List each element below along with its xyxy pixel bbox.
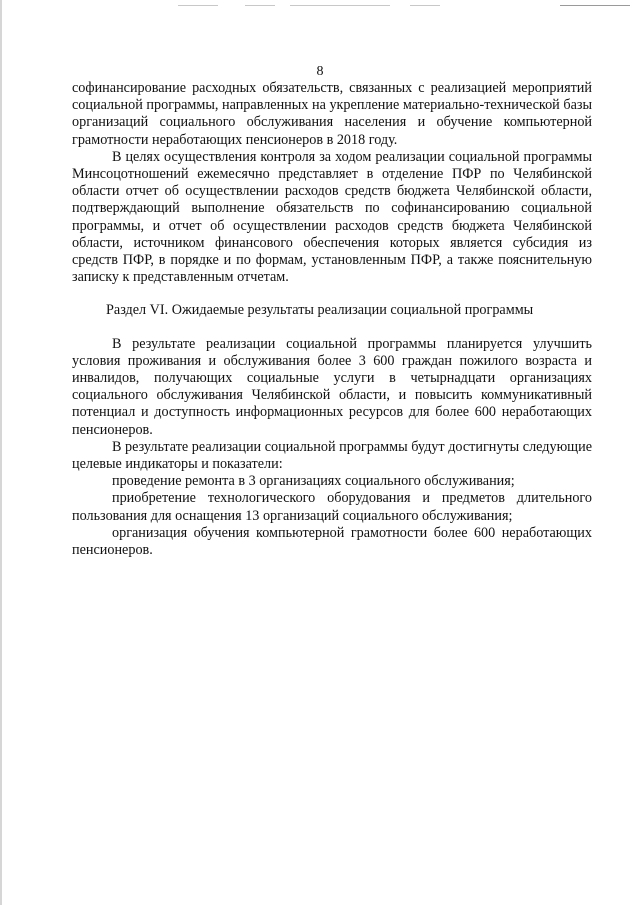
- paragraph-control: В целях осуществления контроля за ходом реализации социальной программы Минсоцотношений ежемесячно представляет в отделение ПФР по Челябинской области отчет об осуществлении расходов средств бюджета Челябинской области, подтверждающий выполнение обязательств по софинансированию социальной программы, и отчет об осуществлении расходов средств бюджета Челябинской области, источником финансового обеспечения которых является субсидия из средств ПФР, в порядке и по формам, установленным ПФР, а также пояснительную записку к представленным отчетам.: [72, 148, 592, 286]
- list-item-repair: проведение ремонта в 3 организациях социального обслуживания;: [112, 473, 515, 490]
- scan-edge-artifact: [0, 0, 2, 905]
- paragraph-indicators-intro: В результате реализации социальной программы будут достигнуты следующие целевые индикаторы и показатели:: [72, 438, 592, 473]
- document-body: [72, 80, 592, 559]
- paragraph-results: В результате реализации социальной программы планируется улучшить условия проживания и обслуживания более 3 600 граждан пожилого возраста и инвалидов, получающих социальные услуги в четырнадцати организациях социального обслуживания Челябинской области, и повысить коммуникативный потенциал и доступность информационных ресурсов для более 600 неработающих пенсионеров.: [72, 335, 592, 438]
- page-number: 8: [316, 64, 324, 79]
- paragraph-cofinancing: софинансирование расходных обязательств, связанных с реализацией мероприятий социальной программы, направленных на укрепление материально-технической базы организаций социального обслуживания населения и обучение компьютерной грамотности неработающих пенсионеров в 2018 году.: [72, 80, 592, 148]
- section-heading: Раздел VI. Ожидаемые результаты реализации социальной программы: [106, 302, 534, 319]
- list-item-equipment: приобретение технологического оборудования и предметов длительного пользования для оснащения 13 организаций социального обслуживания;: [72, 490, 592, 524]
- list-item-training: организация обучения компьютерной грамотности более 600 неработающих пенсионеров.: [72, 524, 592, 559]
- scan-header-artifact: [0, 2, 640, 12]
